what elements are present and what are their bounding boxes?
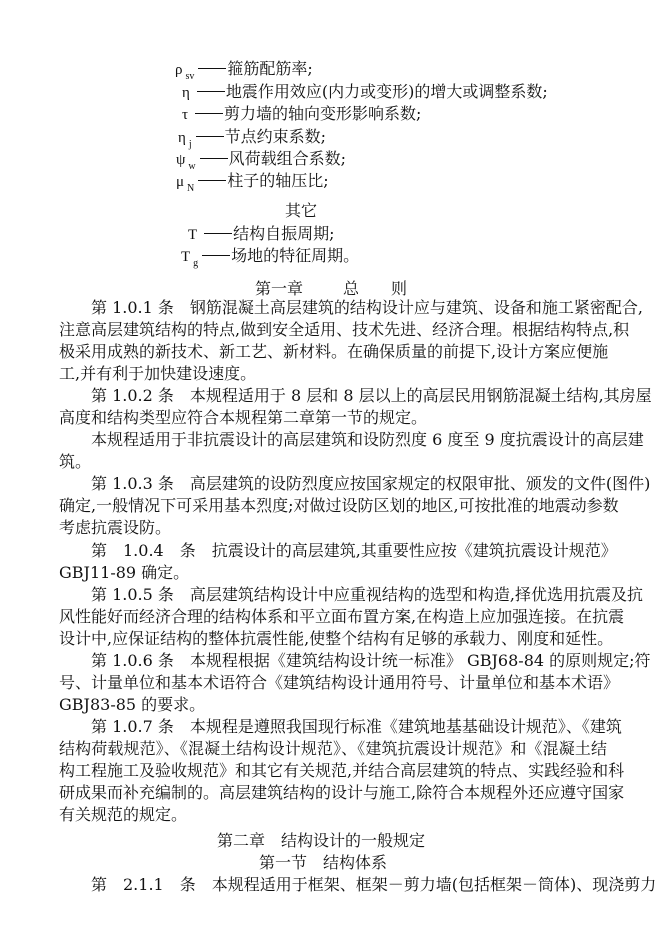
text-line: 注意高层建筑结构的特点,做到安全适用、技术先进、经济合理。根据结构特点,积 [59,320,630,339]
symbol-row [176,170,329,192]
text-line: GBJ83-85 的要求。 [59,695,206,714]
symbol-char: T [188,227,198,243]
symbol-description: 场地的特征周期。 [231,246,360,265]
text-line: 第 1.0.7 条 本规程是遵照我国现行标准《建筑地基基础设计规范》、《建筑 [91,717,622,736]
text-line: 确定,一般情况下可采用基本烈度;对做过设防区划的地区,可按批准的地震动参数 [59,496,619,515]
text-line: 第 1.0.5 条 高层建筑结构设计中应重视结构的选型和构造,择优选用抗震及抗 [91,585,643,604]
symbol-row [182,81,548,103]
symbol-subscript: w [188,161,196,172]
symbol-subscript: j [188,139,192,150]
symbol-subscript: N [187,183,195,194]
text-line: 第 1.0.3 条 高层建筑的设防烈度应按国家规定的权限审批、颁发的文件(图件) [91,474,651,493]
symbol-description: 风荷载组合系数; [228,149,347,168]
symbol-row [181,245,359,267]
symbol-char: T [181,249,191,265]
symbol-subscript: sv [185,71,195,82]
text-line: 结构荷载规范》、《混凝土结构设计规范》、《建筑抗震设计规范》和《混凝土结 [59,739,607,758]
text-line: 风性能好而经济合理的结构体系和平立面布置方案,在构造上应加强连接。在抗震 [59,607,625,626]
text-line: 构工程施工及验收规范》和其它有关规范,并结合高层建筑的特点、实践经验和科 [59,761,625,780]
chapter-2-heading: 第二章 结构设计的一般规定 [216,831,425,850]
text-line: 极采用成熟的新技术、新工艺、新材料。在确保质量的前提下,设计方案应便施 [59,342,609,361]
text-line: 本规程适用于非抗震设计的高层建筑和设防烈度 6 度至 9 度抗震设计的高层建 [91,430,644,449]
em-dash-line [195,113,223,114]
em-dash-line [200,158,228,159]
text-line: 第 1.0.2 条 本规程适用于 8 层和 8 层以上的高层民用钢筋混凝土结构,其房屋 [91,386,652,405]
chapter-title: 总 则 [343,279,408,298]
other-heading: 其它 [284,201,317,220]
chapter-number: 第一章 [254,279,303,298]
symbol-description: 柱子的轴压比; [227,171,329,190]
text-line: 设计中,应保证结构的整体抗震性能,使整个结构有足够的承载力、刚度和延性。 [59,629,614,648]
symbol-description: 箍筋配筋率; [227,59,313,78]
text-line: 高度和结构类型应符合本规程第二章第一节的规定。 [59,408,428,427]
symbol-row [176,148,346,170]
section-heading: 第一节 结构体系 [258,853,387,872]
text-line: 第 1.0.1 条 钢筋混凝土高层建筑的结构设计应与建筑、设备和施工紧密配合, [91,298,643,317]
em-dash-line [198,68,226,69]
text-line: 号、计量单位和基本术语符合《建筑结构设计通用符号、计量单位和基本术语》 [59,673,620,692]
symbol-char: τ [182,107,189,123]
em-dash-line [197,91,225,92]
symbol-row [182,103,421,125]
text-line: 第 1.0.6 条 本规程根据《建筑结构设计统一标准》 GBJ68-84 的原则规定;符 [91,651,651,670]
symbol-row [178,126,326,148]
em-dash-line [204,233,232,234]
symbol-description: 剪力墙的轴向变形影响系数; [224,104,422,123]
symbol-char: μ [176,174,185,190]
symbol-row [175,58,313,80]
em-dash-line [202,255,230,256]
text-line: 第 1.0.4 条 抗震设计的高层建筑,其重要性应按《建筑抗震设计规范》 [91,541,617,560]
em-dash-line [196,136,224,137]
text-line: 有关规范的规定。 [59,805,188,824]
symbol-char: ρ [175,62,183,78]
text-line: 研成果而补充编制的。高层建筑结构的设计与施工,除符合本规程外还应遵守国家 [59,783,625,802]
symbol-row [188,223,335,245]
em-dash-line [198,180,226,181]
text-line: 工,并有利于加快建设速度。 [59,364,257,383]
text-line: GBJ11-89 确定。 [59,563,190,582]
symbol-description: 结构自振周期; [233,224,335,243]
symbol-char: η [182,85,190,101]
text-line: 筑。 [59,452,92,471]
symbol-description: 地震作用效应(内力或变形)的增大或调整系数; [225,82,548,101]
symbol-char: η [178,130,186,146]
article-2-1-1-first-line: 第 2.1.1 条 本规程适用于框架、框架－剪力墙(包括框架－筒体)、现浇剪力 [91,875,657,894]
symbol-char: ψ [176,152,186,168]
symbol-subscript: g [193,258,199,269]
symbol-description: 节点约束系数; [224,127,327,146]
text-line: 考虑抗震设防。 [59,518,172,537]
